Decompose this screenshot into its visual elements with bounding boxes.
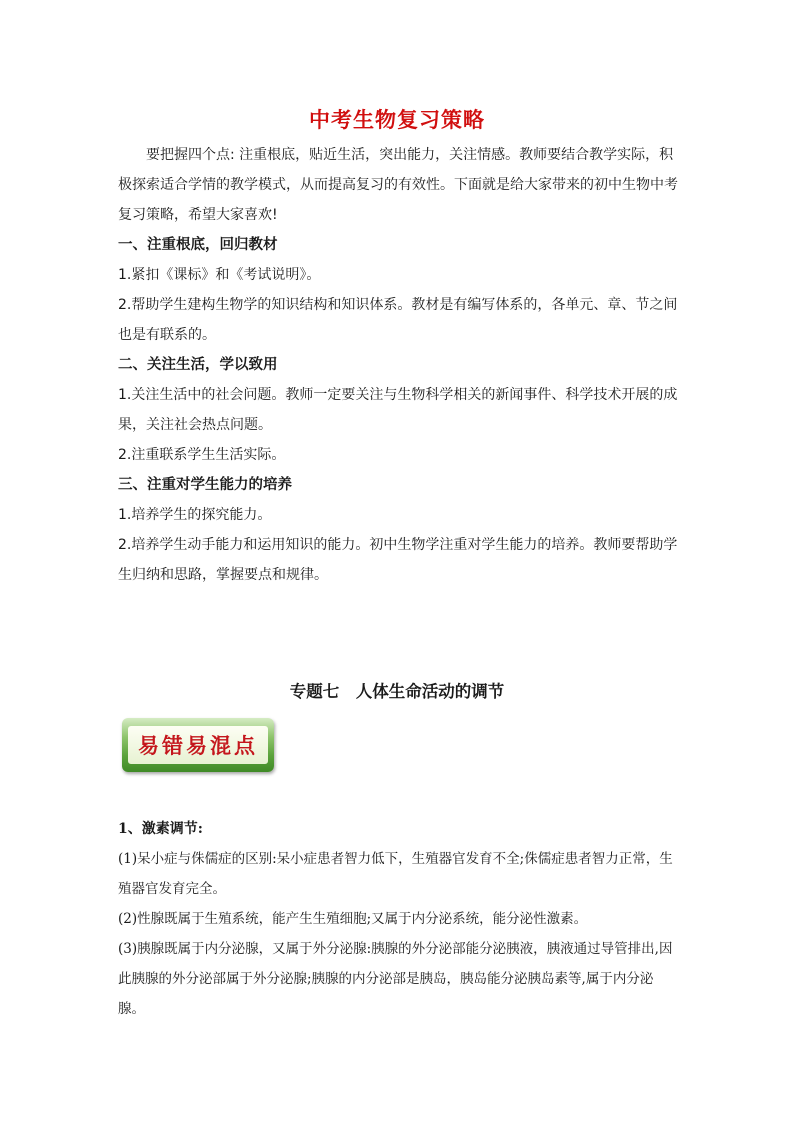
intro-paragraph: 要把握四个点: 注重根底，贴近生活，突出能力，关注情感。教师要结合教学实际，积极探索适合学情的教学模式，从而提高复习的有效性。下面就是给大家带来的初中生物中考复习策略，希望大家喜欢! <box>118 147 678 223</box>
topic-heading: 1、激素调节: <box>118 821 203 837</box>
topic-item-2: (2)性腺既属于生殖系统，能产生生殖细胞;又属于内分泌系统，能分泌性激素。 <box>118 911 588 927</box>
section-3-item-2: 2.培养学生动手能力和运用知识的能力。初中生物学注重对学生能力的培养。教师要帮助学生归纳和思路，掌握要点和规律。 <box>118 537 678 583</box>
section-1-item-2: 2.帮助学生建构生物学的知识结构和知识体系。教材是有编写体系的，各单元、章、节之间也是有联系的。 <box>118 297 678 343</box>
section-2-item-1: 1.关注生活中的社会问题。教师一定要关注与生物科学相关的新闻事件、科学技术开展的成果，关注社会热点问题。 <box>118 387 678 433</box>
section-heading-2: 二、关注生活，学以致用 <box>118 357 278 373</box>
topic-item-3: (3)胰腺既属于内分泌腺，又属于外分泌腺:胰腺的外分泌部能分泌胰液，胰液通过导管排出,因此胰腺的外分泌部属于外分泌腺;胰腺的内分泌部是胰岛，胰岛能分泌胰岛素等,属于内分泌腺。 <box>118 941 673 1017</box>
banner-panel <box>128 726 268 764</box>
section-heading-1: 一、注重根底，回归教材 <box>118 237 278 253</box>
section-heading-3: 三、注重对学生能力的培养 <box>118 477 292 493</box>
section-3-item-1: 1.培养学生的探究能力。 <box>118 507 272 523</box>
banner-label: 易错易混点 <box>138 733 258 758</box>
section-1-item-1: 1.紧扣《课标》和《考试说明》。 <box>118 267 321 283</box>
mistakes-banner <box>122 718 274 772</box>
page-title: 中考生物复习策略 <box>309 108 485 132</box>
topic-item-1: (1)呆小症与侏儒症的区别:呆小症患者智力低下，生殖器官发育不全;侏儒症患者智力正常，生殖器官发育完全。 <box>118 851 673 897</box>
article-body <box>118 140 678 590</box>
topic-body <box>118 814 678 1024</box>
section-2-item-2: 2.注重联系学生生活实际。 <box>118 447 286 463</box>
topic-title: 专题七 人体生命活动的调节 <box>289 682 505 701</box>
